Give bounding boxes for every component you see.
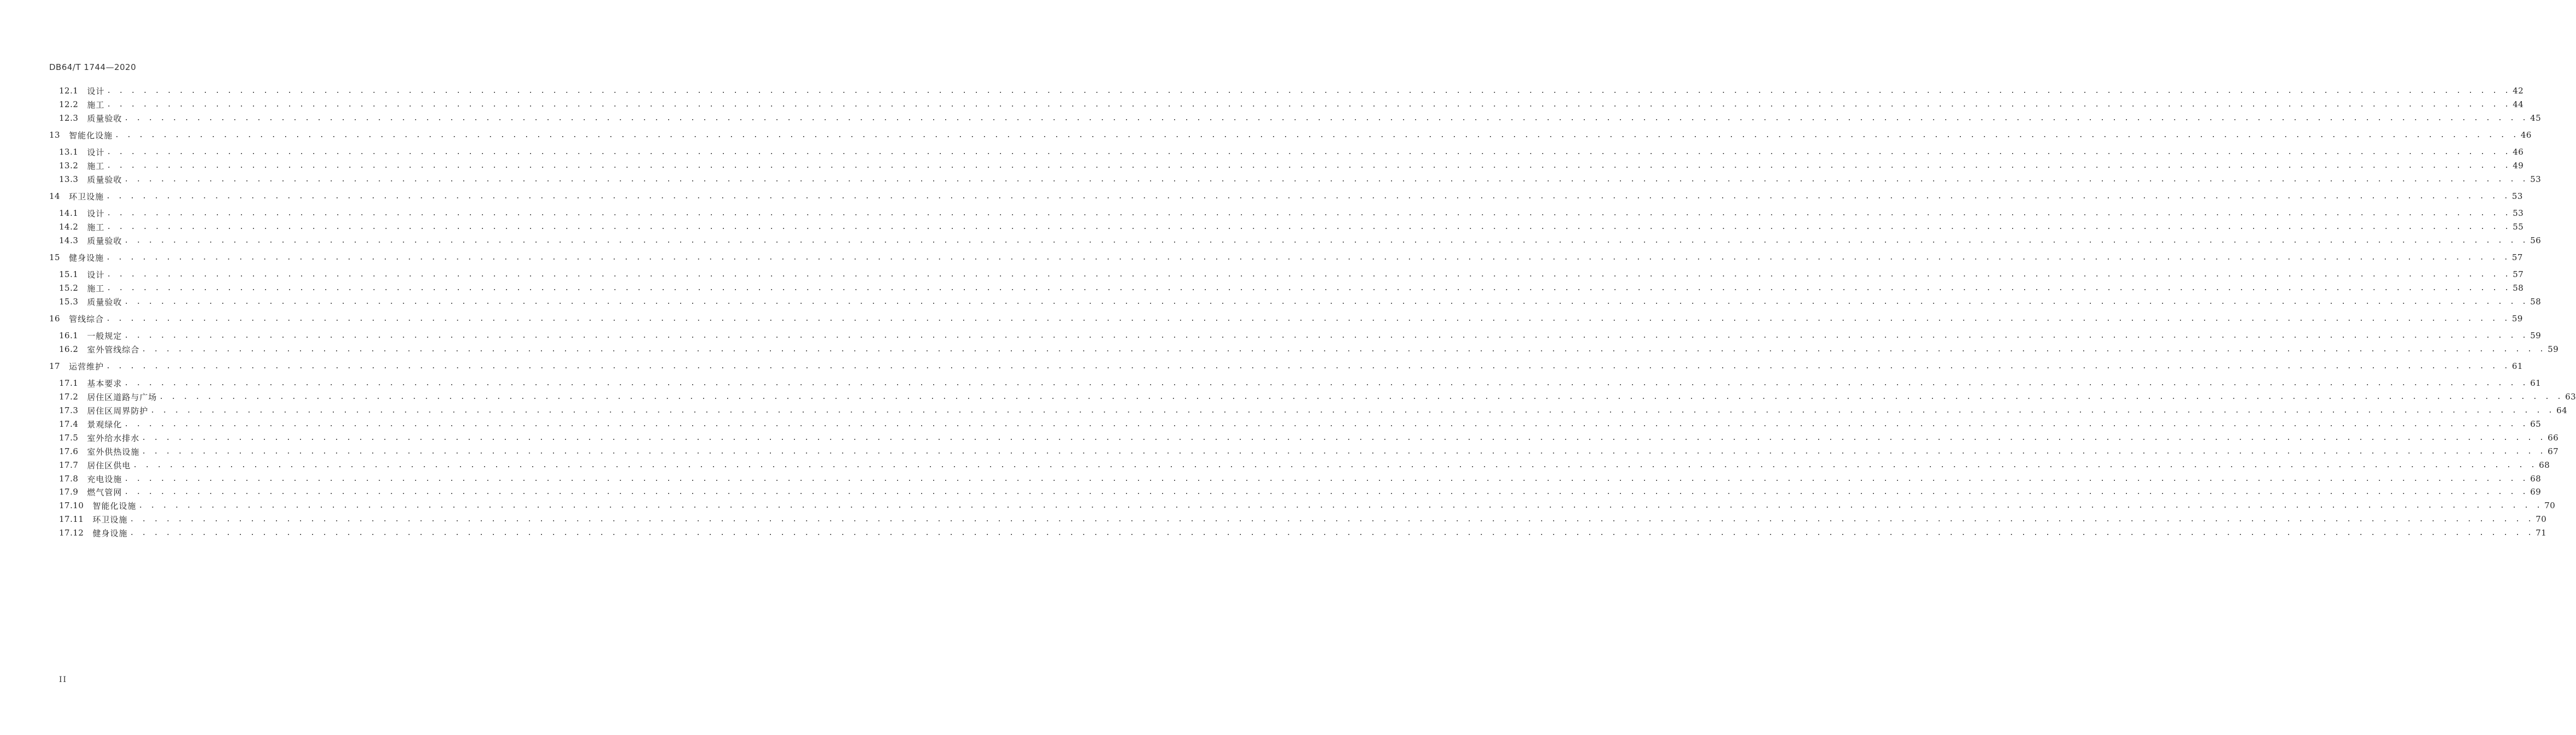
toc-entry-number: 17.1 xyxy=(59,378,79,388)
toc-leader-dots: . . . . . . . . . . . . . . . . . . . . . . . . . . . . . . . . . . . . . . . . . . . . . . . . . . . . . . . . . . . . . . . . . . . . . . . . . . . . . . . . . . . . . . . . . . . . . . . . . . . . . . . . . . . . . . . . . . . . . . . . . . . . . . . . . . . . . . . . . . . . . . . . . . . . . . . . . . . . . . . . . . . . . . . . . . . . . . . . . . . . . . . . . . . . . . . . . . . . . . . . xyxy=(124,379,2528,387)
toc-entry-number: 17.3 xyxy=(59,405,79,415)
toc-entry-number: 17.9 xyxy=(59,487,79,497)
toc-entry-page: 67 xyxy=(2548,446,2559,456)
toc-entry-number: 16 xyxy=(49,314,61,324)
toc-entry-number: 15.1 xyxy=(59,269,79,279)
toc-leader-dots: . . . . . . . . . . . . . . . . . . . . . . . . . . . . . . . . . . . . . . . . . . . . . . . . . . . . . . . . . . . . . . . . . . . . . . . . . . . . . . . . . . . . . . . . . . . . . . . . . . . . . . . . . . . . . . . . . . . . . . . . . . . . . . . . . . . . . . . . . . . . . . . . . . . . . . . . . . . . . . . . . . . . . . . . . . . . . . . . . . . . . . . . . . . . . . . . . . . . . . . . xyxy=(106,314,2510,323)
toc-entry-title: 质量验收 xyxy=(87,174,122,185)
toc-entry-title: 燃气管网 xyxy=(87,487,122,497)
toc-entry-title: 管线综合 xyxy=(69,314,104,324)
toc-entry-number: 13.2 xyxy=(59,161,79,170)
toc-entry[interactable] xyxy=(59,499,2556,511)
toc-entry-page: 63 xyxy=(2565,392,2576,402)
toc-entry-title: 基本要求 xyxy=(87,378,122,389)
toc-entry-page: 61 xyxy=(2512,361,2523,371)
toc-entry-title: 居住区供电 xyxy=(87,460,131,471)
toc-entry-number: 17.4 xyxy=(59,419,79,429)
toc-entry-title: 健身设施 xyxy=(69,252,104,263)
toc-entry-title: 质量验收 xyxy=(87,113,122,124)
toc-entry-title: 设计 xyxy=(87,86,105,96)
toc-entry-title: 智能化设施 xyxy=(92,501,137,511)
toc-entry-page: 58 xyxy=(2530,297,2542,307)
toc-entry-title: 居住区道路与广场 xyxy=(87,392,157,402)
toc-entry-title: 景观绿化 xyxy=(87,419,122,430)
toc-leader-dots: . . . . . . . . . . . . . . . . . . . . . . . . . . . . . . . . . . . . . . . . . . . . . . . . . . . . . . . . . . . . . . . . . . . . . . . . . . . . . . . . . . . . . . . . . . . . . . . . . . . . . . . . . . . . . . . . . . . . . . . . . . . . . . . . . . . . . . . . . . . . . . . . . . . . . . . . . . . . . . . . . . . . . . . . . . . . . . . . . . . . . . . . . . . . . . . . . . . . . . . . xyxy=(107,284,2511,292)
toc-entry[interactable] xyxy=(59,173,2542,185)
toc-entry-page: 57 xyxy=(2513,269,2524,279)
toc-entry[interactable] xyxy=(59,459,2550,471)
toc-entry-title: 充电设施 xyxy=(87,474,122,484)
toc-entry-title: 居住区周界防护 xyxy=(87,405,149,416)
toc-leader-dots: . . . . . . . . . . . . . . . . . . . . . . . . . . . . . . . . . . . . . . . . . . . . . . . . . . . . . . . . . . . . . . . . . . . . . . . . . . . . . . . . . . . . . . . . . . . . . . . . . . . . . . . . . . . . . . . . . . . . . . . . . . . . . . . . . . . . . . . . . . . . . . . . . . . . . . . . . . . . . . . . . . . . . . . . . . . . . . . . . . . . . . . . . . . . . . . . . . . . . . . . xyxy=(142,345,2546,354)
toc-entry-title: 施工 xyxy=(87,283,105,293)
toc-leader-dots: . . . . . . . . . . . . . . . . . . . . . . . . . . . . . . . . . . . . . . . . . . . . . . . . . . . . . . . . . . . . . . . . . . . . . . . . . . . . . . . . . . . . . . . . . . . . . . . . . . . . . . . . . . . . . . . . . . . . . . . . . . . . . . . . . . . . . . . . . . . . . . . . . . . . . . . . . . . . . . . . . . . . . . . . . . . . . . . . . . . . . . . . . . . . . . . . . . . . . . . . xyxy=(124,474,2528,483)
toc-leader-dots: . . . . . . . . . . . . . . . . . . . . . . . . . . . . . . . . . . . . . . . . . . . . . . . . . . . . . . . . . . . . . . . . . . . . . . . . . . . . . . . . . . . . . . . . . . . . . . . . . . . . . . . . . . . . . . . . . . . . . . . . . . . . . . . . . . . . . . . . . . . . . . . . . . . . . . . . . . . . . . . . . . . . . . . . . . . . . . . . . . . . . . . . . . . . . . . . . . . . . . . . xyxy=(107,100,2511,109)
toc-entry-number: 16.1 xyxy=(59,331,79,340)
toc-entry-page: 55 xyxy=(2513,222,2524,232)
toc-entry-number: 15.3 xyxy=(59,297,79,307)
toc-entry[interactable] xyxy=(59,445,2559,457)
toc-entry-title: 室外给水排水 xyxy=(87,433,140,443)
toc-entry-number: 15 xyxy=(49,252,61,262)
toc-leader-dots: . . . . . . . . . . . . . . . . . . . . . . . . . . . . . . . . . . . . . . . . . . . . . . . . . . . . . . . . . . . . . . . . . . . . . . . . . . . . . . . . . . . . . . . . . . . . . . . . . . . . . . . . . . . . . . . . . . . . . . . . . . . . . . . . . . . . . . . . . . . . . . . . . . . . . . . . . . . . . . . . . . . . . . . . . . . . . . . . . . . . . . . . . . . . . . . . . . . . . . . . xyxy=(142,433,2546,442)
toc-entry-number: 17.10 xyxy=(59,501,84,510)
toc-entry-page: 49 xyxy=(2513,161,2524,170)
toc-entry[interactable] xyxy=(59,404,2568,416)
toc-entry[interactable] xyxy=(59,296,2542,308)
toc-entry-title: 施工 xyxy=(87,222,105,232)
toc-entry-page: 44 xyxy=(2513,99,2524,109)
toc-entry-number: 17 xyxy=(49,361,61,371)
toc-entry[interactable] xyxy=(59,146,2524,158)
toc-entry-title: 施工 xyxy=(87,161,105,171)
toc-entry-page: 61 xyxy=(2530,378,2542,388)
toc-entry-page: 46 xyxy=(2520,130,2532,140)
toc-entry-number: 17.2 xyxy=(59,392,79,402)
toc-entry[interactable] xyxy=(59,282,2524,294)
toc-entry[interactable] xyxy=(59,513,2547,525)
toc-entry[interactable] xyxy=(59,418,2542,430)
toc-entry-page: 53 xyxy=(2530,174,2542,184)
toc-entry[interactable] xyxy=(49,313,2523,325)
toc-leader-dots: . . . . . . . . . . . . . . . . . . . . . . . . . . . . . . . . . . . . . . . . . . . . . . . . . . . . . . . . . . . . . . . . . . . . . . . . . . . . . . . . . . . . . . . . . . . . . . . . . . . . . . . . . . . . . . . . . . . . . . . . . . . . . . . . . . . . . . . . . . . . . . . . . . . . . . . . . . . . . . . . . . . . . . . . . . . . . . . . . . . . . . . . . . . . . . . . . . . . . . . . xyxy=(124,487,2528,496)
toc-entry-page: 68 xyxy=(2530,474,2542,484)
toc-entry-page: 70 xyxy=(2544,501,2556,510)
toc-entry-title: 质量验收 xyxy=(87,297,122,307)
toc-leader-dots: . . . . . . . . . . . . . . . . . . . . . . . . . . . . . . . . . . . . . . . . . . . . . . . . . . . . . . . . . . . . . . . . . . . . . . . . . . . . . . . . . . . . . . . . . . . . . . . . . . . . . . . . . . . . . . . . . . . . . . . . . . . . . . . . . . . . . . . . . . . . . . . . . . . . . . . . . . . . . . . . . . . . . . . . . . . . . . . . . . . . . . . . . . . . . . . . . . . . . . . . xyxy=(129,515,2534,524)
toc-entry-number: 14.1 xyxy=(59,208,79,218)
toc-leader-dots: . . . . . . . . . . . . . . . . . . . . . . . . . . . . . . . . . . . . . . . . . . . . . . . . . . . . . . . . . . . . . . . . . . . . . . . . . . . . . . . . . . . . . . . . . . . . . . . . . . . . . . . . . . . . . . . . . . . . . . . . . . . . . . . . . . . . . . . . . . . . . . . . . . . . . . . . . . . . . . . . . . . . . . . . . . . . . . . . . . . . . . . . . . . . . . . . . . . . . . . . xyxy=(106,192,2510,201)
toc-entry[interactable] xyxy=(59,473,2542,485)
toc-leader-dots: . . . . . . . . . . . . . . . . . . . . . . . . . . . . . . . . . . . . . . . . . . . . . . . . . . . . . . . . . . . . . . . . . . . . . . . . . . . . . . . . . . . . . . . . . . . . . . . . . . . . . . . . . . . . . . . . . . . . . . . . . . . . . . . . . . . . . . . . . . . . . . . . . . . . . . . . . . . . . . . . . . . . . . . . . . . . . . . . . . . . . . . . . . . . . . . . . . . . . . . . xyxy=(124,114,2528,122)
toc-entry-page: 53 xyxy=(2513,208,2524,218)
toc-leader-dots: . . . . . . . . . . . . . . . . . . . . . . . . . . . . . . . . . . . . . . . . . . . . . . . . . . . . . . . . . . . . . . . . . . . . . . . . . . . . . . . . . . . . . . . . . . . . . . . . . . . . . . . . . . . . . . . . . . . . . . . . . . . . . . . . . . . . . . . . . . . . . . . . . . . . . . . . . . . . . . . . . . . . . . . . . . . . . . . . . . . . . . . . . . . . . . . . . . . . . . . . xyxy=(107,209,2511,217)
toc-entry-number: 13.3 xyxy=(59,174,79,184)
toc-leader-dots: . . . . . . . . . . . . . . . . . . . . . . . . . . . . . . . . . . . . . . . . . . . . . . . . . . . . . . . . . . . . . . . . . . . . . . . . . . . . . . . . . . . . . . . . . . . . . . . . . . . . . . . . . . . . . . . . . . . . . . . . . . . . . . . . . . . . . . . . . . . . . . . . . . . . . . . . . . . . . . . . . . . . . . . . . . . . . . . . . . . . . . . . . . . . . . . . . . . . . . . . xyxy=(124,175,2528,184)
toc-entry-page: 53 xyxy=(2512,191,2523,201)
toc-entry-title: 质量验收 xyxy=(87,236,122,246)
toc-entry-title: 健身设施 xyxy=(92,528,128,538)
toc-leader-dots: . . . . . . . . . . . . . . . . . . . . . . . . . . . . . . . . . . . . . . . . . . . . . . . . . . . . . . . . . . . . . . . . . . . . . . . . . . . . . . . . . . . . . . . . . . . . . . . . . . . . . . . . . . . . . . . . . . . . . . . . . . . . . . . . . . . . . . . . . . . . . . . . . . . . . . . . . . . . . . . . . . . . . . . . . . . . . . . . . . . . . . . . . . . . . . . . . . . . . . . . xyxy=(159,392,2563,401)
toc-entry-number: 12.3 xyxy=(59,113,79,123)
toc-entry-title: 设计 xyxy=(87,147,105,157)
toc-entry-number: 12.1 xyxy=(59,86,79,96)
toc-entry-number: 17.8 xyxy=(59,474,79,484)
toc-entry[interactable] xyxy=(59,207,2524,219)
toc-entry-title: 运营维护 xyxy=(69,361,104,372)
toc-entry[interactable] xyxy=(59,160,2524,172)
toc-leader-dots: . . . . . . . . . . . . . . . . . . . . . . . . . . . . . . . . . . . . . . . . . . . . . . . . . . . . . . . . . . . . . . . . . . . . . . . . . . . . . . . . . . . . . . . . . . . . . . . . . . . . . . . . . . . . . . . . . . . . . . . . . . . . . . . . . . . . . . . . . . . . . . . . . . . . . . . . . . . . . . . . . . . . . . . . . . . . . . . . . . . . . . . . . . . . . . . . . . . . . . . . xyxy=(124,420,2528,428)
toc-leader-dots: . . . . . . . . . . . . . . . . . . . . . . . . . . . . . . . . . . . . . . . . . . . . . . . . . . . . . . . . . . . . . . . . . . . . . . . . . . . . . . . . . . . . . . . . . . . . . . . . . . . . . . . . . . . . . . . . . . . . . . . . . . . . . . . . . . . . . . . . . . . . . . . . . . . . . . . . . . . . . . . . . . . . . . . . . . . . . . . . . . . . . . . . . . . . . . . . . . . . . . . . xyxy=(138,501,2543,510)
toc-leader-dots: . . . . . . . . . . . . . . . . . . . . . . . . . . . . . . . . . . . . . . . . . . . . . . . . . . . . . . . . . . . . . . . . . . . . . . . . . . . . . . . . . . . . . . . . . . . . . . . . . . . . . . . . . . . . . . . . . . . . . . . . . . . . . . . . . . . . . . . . . . . . . . . . . . . . . . . . . . . . . . . . . . . . . . . . . . . . . . . . . . . . . . . . . . . . . . . . . . . . . . . . xyxy=(142,447,2546,456)
toc-entry-title: 环卫设施 xyxy=(92,514,128,525)
toc-entry-page: 59 xyxy=(2548,344,2559,354)
toc-leader-dots: . . . . . . . . . . . . . . . . . . . . . . . . . . . . . . . . . . . . . . . . . . . . . . . . . . . . . . . . . . . . . . . . . . . . . . . . . . . . . . . . . . . . . . . . . . . . . . . . . . . . . . . . . . . . . . . . . . . . . . . . . . . . . . . . . . . . . . . . . . . . . . . . . . . . . . . . . . . . . . . . . . . . . . . . . . . . . . . . . . . . . . . . . . . . . . . . . . . . . . . . xyxy=(115,131,2519,139)
toc-entry-title: 设计 xyxy=(87,269,105,280)
toc-leader-dots: . . . . . . . . . . . . . . . . . . . . . . . . . . . . . . . . . . . . . . . . . . . . . . . . . . . . . . . . . . . . . . . . . . . . . . . . . . . . . . . . . . . . . . . . . . . . . . . . . . . . . . . . . . . . . . . . . . . . . . . . . . . . . . . . . . . . . . . . . . . . . . . . . . . . . . . . . . . . . . . . . . . . . . . . . . . . . . . . . . . . . . . . . . . . . . . . . . . . . . . . xyxy=(150,406,2555,415)
toc-entry[interactable] xyxy=(49,190,2523,202)
toc-entry-page: 69 xyxy=(2530,487,2542,497)
toc-entry[interactable] xyxy=(59,527,2547,539)
toc-leader-dots: . . . . . . . . . . . . . . . . . . . . . . . . . . . . . . . . . . . . . . . . . . . . . . . . . . . . . . . . . . . . . . . . . . . . . . . . . . . . . . . . . . . . . . . . . . . . . . . . . . . . . . . . . . . . . . . . . . . . . . . . . . . . . . . . . . . . . . . . . . . . . . . . . . . . . . . . . . . . . . . . . . . . . . . . . . . . . . . . . . . . . . . . . . . . . . . . . . . . . . . . xyxy=(124,297,2528,306)
toc-leader-dots: . . . . . . . . . . . . . . . . . . . . . . . . . . . . . . . . . . . . . . . . . . . . . . . . . . . . . . . . . . . . . . . . . . . . . . . . . . . . . . . . . . . . . . . . . . . . . . . . . . . . . . . . . . . . . . . . . . . . . . . . . . . . . . . . . . . . . . . . . . . . . . . . . . . . . . . . . . . . . . . . . . . . . . . . . . . . . . . . . . . . . . . . . . . . . . . . . . . . . . . . xyxy=(107,161,2511,170)
toc-entry-number: 17.12 xyxy=(59,528,84,538)
toc-entry-number: 17.5 xyxy=(59,433,79,443)
toc-entry-title: 施工 xyxy=(87,99,105,110)
toc-entry[interactable] xyxy=(59,486,2542,498)
toc-entry-page: 70 xyxy=(2536,514,2547,524)
toc-entry-title: 环卫设施 xyxy=(69,191,104,202)
toc-entry[interactable] xyxy=(59,268,2524,280)
toc-entry-page: 66 xyxy=(2548,433,2559,443)
toc-entry-page: 71 xyxy=(2536,528,2547,538)
toc-entry[interactable] xyxy=(59,377,2542,389)
toc-entry-page: 46 xyxy=(2513,147,2524,157)
toc-entry[interactable] xyxy=(59,391,2576,403)
toc-entry[interactable] xyxy=(59,432,2559,444)
toc-entry-title: 智能化设施 xyxy=(69,130,113,140)
toc-entry-number: 14 xyxy=(49,191,61,201)
toc-entry[interactable] xyxy=(59,98,2524,110)
toc-entry-title: 室外管线综合 xyxy=(87,344,140,355)
toc-leader-dots: . . . . . . . . . . . . . . . . . . . . . . . . . . . . . . . . . . . . . . . . . . . . . . . . . . . . . . . . . . . . . . . . . . . . . . . . . . . . . . . . . . . . . . . . . . . . . . . . . . . . . . . . . . . . . . . . . . . . . . . . . . . . . . . . . . . . . . . . . . . . . . . . . . . . . . . . . . . . . . . . . . . . . . . . . . . . . . . . . . . . . . . . . . . . . . . . . . . . . . . . xyxy=(107,270,2511,279)
toc-entry-page: 68 xyxy=(2539,460,2550,470)
toc-entry[interactable] xyxy=(59,234,2542,246)
toc-entry-number: 16.2 xyxy=(59,344,79,354)
toc-leader-dots: . . . . . . . . . . . . . . . . . . . . . . . . . . . . . . . . . . . . . . . . . . . . . . . . . . . . . . . . . . . . . . . . . . . . . . . . . . . . . . . . . . . . . . . . . . . . . . . . . . . . . . . . . . . . . . . . . . . . . . . . . . . . . . . . . . . . . . . . . . . . . . . . . . . . . . . . . . . . . . . . . . . . . . . . . . . . . . . . . . . . . . . . . . . . . . . . . . . . . . . . xyxy=(124,236,2528,245)
toc-leader-dots: . . . . . . . . . . . . . . . . . . . . . . . . . . . . . . . . . . . . . . . . . . . . . . . . . . . . . . . . . . . . . . . . . . . . . . . . . . . . . . . . . . . . . . . . . . . . . . . . . . . . . . . . . . . . . . . . . . . . . . . . . . . . . . . . . . . . . . . . . . . . . . . . . . . . . . . . . . . . . . . . . . . . . . . . . . . . . . . . . . . . . . . . . . . . . . . . . . . . . . . . xyxy=(133,461,2537,469)
toc-entry[interactable] xyxy=(49,360,2523,372)
toc-entry-page: 45 xyxy=(2530,113,2542,123)
toc-entry[interactable] xyxy=(49,129,2532,141)
toc-leader-dots: . . . . . . . . . . . . . . . . . . . . . . . . . . . . . . . . . . . . . . . . . . . . . . . . . . . . . . . . . . . . . . . . . . . . . . . . . . . . . . . . . . . . . . . . . . . . . . . . . . . . . . . . . . . . . . . . . . . . . . . . . . . . . . . . . . . . . . . . . . . . . . . . . . . . . . . . . . . . . . . . . . . . . . . . . . . . . . . . . . . . . . . . . . . . . . . . . . . . . . . . xyxy=(107,148,2511,156)
toc-entry-page: 59 xyxy=(2530,331,2542,340)
toc-entry-page: 56 xyxy=(2530,236,2542,245)
page-number: II xyxy=(59,675,68,684)
toc-entry-page: 42 xyxy=(2513,86,2524,96)
toc-leader-dots: . . . . . . . . . . . . . . . . . . . . . . . . . . . . . . . . . . . . . . . . . . . . . . . . . . . . . . . . . . . . . . . . . . . . . . . . . . . . . . . . . . . . . . . . . . . . . . . . . . . . . . . . . . . . . . . . . . . . . . . . . . . . . . . . . . . . . . . . . . . . . . . . . . . . . . . . . . . . . . . . . . . . . . . . . . . . . . . . . . . . . . . . . . . . . . . . . . . . . . . . xyxy=(107,86,2511,95)
toc-leader-dots: . . . . . . . . . . . . . . . . . . . . . . . . . . . . . . . . . . . . . . . . . . . . . . . . . . . . . . . . . . . . . . . . . . . . . . . . . . . . . . . . . . . . . . . . . . . . . . . . . . . . . . . . . . . . . . . . . . . . . . . . . . . . . . . . . . . . . . . . . . . . . . . . . . . . . . . . . . . . . . . . . . . . . . . . . . . . . . . . . . . . . . . . . . . . . . . . . . . . . . . . xyxy=(106,362,2510,371)
toc-entry-title: 一般规定 xyxy=(87,331,122,341)
toc-entry-number: 13.1 xyxy=(59,147,79,157)
toc-leader-dots: . . . . . . . . . . . . . . . . . . . . . . . . . . . . . . . . . . . . . . . . . . . . . . . . . . . . . . . . . . . . . . . . . . . . . . . . . . . . . . . . . . . . . . . . . . . . . . . . . . . . . . . . . . . . . . . . . . . . . . . . . . . . . . . . . . . . . . . . . . . . . . . . . . . . . . . . . . . . . . . . . . . . . . . . . . . . . . . . . . . . . . . . . . . . . . . . . . . . . . . . xyxy=(106,253,2510,262)
document-code: DB64/T 1744—2020 xyxy=(49,62,137,72)
toc-entry-page: 64 xyxy=(2556,405,2568,415)
toc-entry[interactable] xyxy=(49,251,2523,263)
toc-entry-number: 17.6 xyxy=(59,446,79,456)
toc-entry[interactable] xyxy=(59,343,2559,355)
toc-leader-dots: . . . . . . . . . . . . . . . . . . . . . . . . . . . . . . . . . . . . . . . . . . . . . . . . . . . . . . . . . . . . . . . . . . . . . . . . . . . . . . . . . . . . . . . . . . . . . . . . . . . . . . . . . . . . . . . . . . . . . . . . . . . . . . . . . . . . . . . . . . . . . . . . . . . . . . . . . . . . . . . . . . . . . . . . . . . . . . . . . . . . . . . . . . . . . . . . . . . . . . . . xyxy=(124,331,2528,340)
toc-entry[interactable] xyxy=(59,221,2524,233)
toc-entry-number: 13 xyxy=(49,130,61,140)
toc-entry-page: 59 xyxy=(2512,314,2523,324)
toc-entry-number: 14.2 xyxy=(59,222,79,232)
toc-entry-title: 室外供热设施 xyxy=(87,446,140,457)
toc-entry[interactable] xyxy=(59,85,2524,97)
toc-entry[interactable] xyxy=(59,112,2542,124)
toc-entry-title: 设计 xyxy=(87,208,105,219)
toc-entry-page: 57 xyxy=(2512,252,2523,262)
toc-entry[interactable] xyxy=(59,330,2542,342)
toc-entry-page: 65 xyxy=(2530,419,2542,429)
toc-leader-dots: . . . . . . . . . . . . . . . . . . . . . . . . . . . . . . . . . . . . . . . . . . . . . . . . . . . . . . . . . . . . . . . . . . . . . . . . . . . . . . . . . . . . . . . . . . . . . . . . . . . . . . . . . . . . . . . . . . . . . . . . . . . . . . . . . . . . . . . . . . . . . . . . . . . . . . . . . . . . . . . . . . . . . . . . . . . . . . . . . . . . . . . . . . . . . . . . . . . . . . . . xyxy=(129,528,2534,537)
toc-entry-page: 58 xyxy=(2513,283,2524,293)
toc-entry-number: 15.2 xyxy=(59,283,79,293)
toc-leader-dots: . . . . . . . . . . . . . . . . . . . . . . . . . . . . . . . . . . . . . . . . . . . . . . . . . . . . . . . . . . . . . . . . . . . . . . . . . . . . . . . . . . . . . . . . . . . . . . . . . . . . . . . . . . . . . . . . . . . . . . . . . . . . . . . . . . . . . . . . . . . . . . . . . . . . . . . . . . . . . . . . . . . . . . . . . . . . . . . . . . . . . . . . . . . . . . . . . . . . . . . . xyxy=(107,222,2511,231)
toc-entry-number: 12.2 xyxy=(59,99,79,109)
toc-entry-number: 17.11 xyxy=(59,514,84,524)
toc-entry-number: 17.7 xyxy=(59,460,79,470)
toc-entry-number: 14.3 xyxy=(59,236,79,245)
